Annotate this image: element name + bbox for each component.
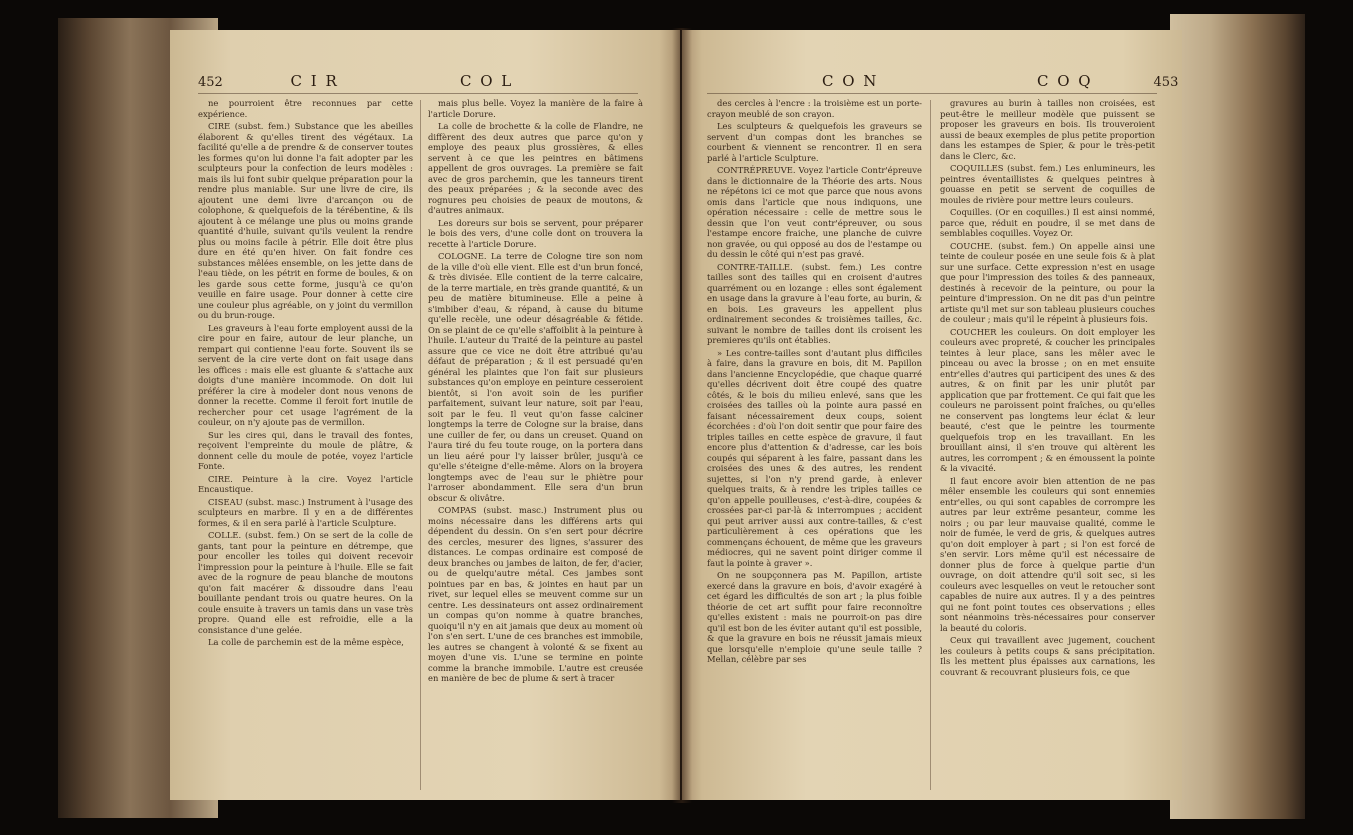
- paragraph: CIRE (subst. fem.) Substance que les abeilles élaborent & qu'elles tirent des végétaux. La facilité qu'elle a de prendre & de conserver toutes les formes qu'on lui donne l'a fait adopter par les sculpteurs pour la confection de leurs modèles : mais ils lui font subir quelque préparation pour la rendre plus maniable. Sur une livre de cire, ils ajoutent une demi livre d'arcançon ou de colophone, & quelquefois de la térébentine, & ils ajoutent à ce mélange une plus ou moins grande quantité d'huile, suivant qu'ils veulent la rendre plus ou moins facile à pétrir. Elle doit être plus dure en été qu'en hiver. On fait fondre ces substances mêlées ensemble, on les jette dans de l'eau tiède, on les pétrit en forme de boules, & on les garde sous cette forme, jusqu'à ce qu'on veuille en faire usage. Pour donner à cette cire une couleur plus agréable, on y joint du vermillon ou du brun-rouge.: [198, 121, 413, 320]
- left-running-head-1: C I R: [290, 72, 339, 90]
- paragraph: COUCHE. (subst. fem.) On appelle ainsi une teinte de couleur posée en une seule fois & à plat sur une surface. Cette expression n'est en usage que pour l'impression des toiles & des panneaux, destinés à recevoir de la peinture, ou pour la peinture d'impression. On ne dit pas d'un peintre artiste qu'il met sur son tableau plusieurs couches de couleur ; mais qu'il le répeint à plusieurs fois.: [940, 240, 1155, 324]
- left-page-number: 452: [198, 75, 223, 90]
- right-page-number: 453: [1153, 75, 1179, 90]
- book-gutter-shadow: [672, 28, 692, 803]
- left-column-2: [428, 98, 643, 686]
- right-page-header-right: [1037, 72, 1178, 90]
- paragraph: Les doreurs sur bois se servent, pour préparer le bois des vers, d'une colle dont on trouvera la recette à l'article Dorure.: [428, 217, 643, 249]
- right-column-2: [940, 98, 1155, 679]
- paragraph: Sur les cires qui, dans le travail des fontes, reçoivent l'empreinte du moule de plâtre, & donnent celle du moule de potée, voyez l'article Fonte.: [198, 429, 413, 471]
- paragraph: Les sculpteurs & quelquefois les graveurs se servent d'un compas dont les branches se courbent & viennent se rencontrer. Il en sera parlé à l'article Sculpture.: [707, 121, 922, 163]
- left-page-header-left: [198, 72, 339, 90]
- paragraph: COLOGNE. La terre de Cologne tire son nom de la ville d'où elle vient. Elle est d'un brun foncé, & très divisée. Elle contient de la terre calcaire, de la terre martiale, en très grande quantité, & un peu de matière bitumineuse. Elle a peine à s'imbiber d'eau, & répand, à cause du bitume qu'elle recèle, une odeur désagréable & fétide. On se plaint de ce qu'elle s'affoiblit à la peinture à l'huile. L'auteur du Traité de la peinture au pastel assure que ce vice ne doit être attribué qu'au défaut de préparation ; & il est persuadé qu'en général les plaintes que l'on fait sur plusieurs substances qu'on employe en peinture cesseroient bientôt, si l'on avoit soin de les purifier parfaitement, suivant leur nature, soit par l'eau, soit par le feu. Il veut qu'on fasse calciner longtemps la terre de Cologne sur la braise, dans une cuiller de fer, ou dans un creuset. Quand on l'aura tiré du feu toute rouge, on la portera dans un lieu aéré pour l'y laisser brûler, jusqu'à ce qu'elle s'éteigne d'elle-même. Alors on la broyera longtemps avec de l'eau sur le phiètre pour l'arroser abondamment. Elle sera d'un brun obscur & olivâtre.: [428, 251, 643, 503]
- paragraph: Il faut encore avoir bien attention de ne pas mêler ensemble les couleurs qui sont ennemies entr'elles, ou qui sont capables de corrompre les autres par leur extrême pesanteur, comme les noirs ; ou par leur mauvaise qualité, comme le noir de fumée, le verd de gris, & quelques autres qu'on doit employer à part ; si l'on est forcé de s'en servir. Lors même qu'il est nécessaire de donner plus de force à quelque partie d'un ouvrage, on doit attendre qu'il soit sec, si les couleurs avec lesquelles on veut le retoucher sont capables de nuire aux autres. Il y a des peintres qui ne font point toutes ces observations ; elles sont néanmoins très-nécessaires pour conserver la beauté du coloris.: [940, 475, 1155, 633]
- paragraph: La colle de parchemin est de la même espèce,: [208, 637, 404, 647]
- paragraph: CONTRE-TAILLE. (subst. fem.) Les contre tailles sont des tailles qui en croisent d'autres quarrément ou en lozange : elles sont également en usage dans la gravure à l'eau forte, au burin, & en bois. Les graveurs les appellent plus ordinairement secondes & troisièmes tailles, &c. suivant le nombre de tailles dont ils croisent les premieres qu'ils ont établies.: [707, 261, 922, 345]
- right-running-head-2: C O Q: [1037, 72, 1093, 90]
- paragraph: CISEAU (subst. masc.) Instrument à l'usage des sculpteurs en marbre. Il y en a de différentes formes, & il en sera parlé à l'article Sculpture.: [198, 496, 413, 528]
- paragraph: Les graveurs à l'eau forte employent aussi de la cire pour en faire, autour de leur planche, un rempart qui contienne l'eau forte. Souvent ils se servent de la cire verte dont on fait usage dans les offices : mais elle est gluante & s'attache aux doigts d'une manière incommode. On doit lui préférer la cire à modeler dont nous venons de donner la recette. Comme il feroit fort inutile de rechercher pour cet usage l'agrément de la couleur, on n'y ajoute pas de vermillon.: [198, 322, 413, 427]
- paragraph: » Les contre-tailles sont d'autant plus difficiles à faire, dans la gravure en bois, dit M. Papillon dans l'ancienne Encyclopédie, que chaque quarré qu'elles décrivent doit être coupé des quatre côtés, & le bois du milieu enlevé, sans que les croisées des tailles où la pointe aura passé en faisant nécessairement deux coups, soient écorchées : d'où l'on doit sentir que pour faire des triples tailles en cette espèce de gravure, il faut encore plus d'attention & d'adresse, car les bois coupés qui séparent à les faire, passant dans les croisées des unes & des autres, les rendent sujettes, si l'on n'y prend garde, à enlever quelques traits, & à rendre les triples tailles ce qu'on appelle pouilleuses, c'est-à-dire, coupées & crossées par-ci par-là & interrompues ; accident qui peut arriver aussi aux contre-tailles, & c'est particulièrement à ces opérations que les commençans échouent, de même que les graveurs médiocres, qui ne savent point diriger comme il faut la pointe à graver ».: [707, 347, 922, 568]
- paragraph: CONTRÉPREUVE. Voyez l'article Contr'épreuve dans le dictionnaire de la Théorie des arts. Nous ne répétons ici ce mot que parce que nous avons omis dans l'article que nous indiquons, une opération nécessaire : celle de mettre sous le dessin que l'on veut contr'épreuver, ou sous l'estampe encore fraiche, une planche de cuivre non gravée, ou qui opposé au dos de l'estampe ou du dessin le côté qui n'est pas gravé.: [707, 165, 922, 259]
- paragraph: des cercles à l'encre : la troisième est un porte-crayon meublé de son crayon.: [707, 98, 922, 119]
- paragraph: COQUILLES (subst. fem.) Les enlumineurs, les peintres éventaillistes & quelques peintres à gouasse en petit se servent de coquilles de moules de rivière pour mettre leurs couleurs.: [940, 163, 1155, 205]
- left-column-divider: [420, 100, 421, 790]
- paragraph: COUCHER les couleurs. On doit employer les couleurs avec propreté, & coucher les principales teintes à leur place, sans les mêler avec le pinceau ou avec la brosse ; on en met ensuite entr'elles d'autres qui participent des unes & des autres, & on finit par les unir plutôt par application que par frottement. Ce qui fait que les couleurs ne paroissent point fraîches, ou qu'elles ne conservent pas longtems leur éclat & leur beauté, c'est que le peintre les tourmente quelquefois trop en les travaillant. En les brouillant ainsi, il s'en trouve qui altèrent les autres, les corrompent ; & en émoussent la pointe & la vivacité.: [940, 326, 1155, 473]
- right-column-divider: [930, 100, 931, 790]
- right-page-block-edges: [1170, 14, 1305, 819]
- left-column-1: [198, 98, 413, 650]
- paragraph: Coquilles. (Or en coquilles.) Il est ainsi nommé, parce que, réduit en poudre, il se met dans de semblables coquilles. Voyez Or.: [940, 207, 1155, 238]
- left-header-rule: [198, 93, 638, 94]
- paragraph: CIRE. Peinture à la cire. Voyez l'article Encaustique.: [198, 473, 413, 494]
- paragraph: COMPAS (subst. masc.) Instrument plus ou moins nécessaire dans les différens arts qui dépendent du dessin. On s'en sert pour décrire des cercles, mesurer des lignes, s'assurer des distances. Le compas ordinaire est composé de deux branches ou jambes de laiton, de fer, d'acier, ou de quelqu'autre métal. Ces jambes sont pointues par en bas, & jointes en haut par un rivet, sur lequel elles se meuvent comme sur un centre. Les dessinateurs ont assez ordinairement un compas qu'on nomme à quatre branches, quoiqu'il n'y en ait jamais que deux au moment où l'on s'en sert. L'une de ces branches est immobile, les autres se changent à volonté & se fixent au moyen d'une vis. L'une se termine en pointe comme la branche immobile. L'autre est creusée en manière de bec de plume & sert à tracer: [428, 505, 643, 683]
- right-column-1: [707, 98, 922, 667]
- right-page: [682, 30, 1182, 800]
- paragraph: La colle de brochette & la colle de Flandre, ne diffèrent des deux autres que parce qu'on y employe des peaux plus grossières, & elles servent à ce que les peintres en bâtimens appellent de gros ouvrages. La première se fait avec de gros parchemin, que les tanneurs tirent des peaux préparées ; & la seconde avec des rognures peu choisies de peaux de moutons, & d'autres animaux.: [428, 121, 643, 215]
- paragraph: On ne soupçonnera pas M. Papillon, artiste exercé dans la gravure en bois, d'avoir exagéré à cet égard les difficultés de son art ; la plus foible théorie de cet art suffit pour faire reconnoître qu'elles existent : mais ne pourroit-on pas dire qu'il est bon de les éviter autant qu'il est possible, & que la gravure en bois ne réussit jamais mieux que lorsqu'elle n'emploie qu'une seule taille ? Mellan, célèbre par ses: [707, 570, 922, 664]
- right-running-head-1: C O N: [822, 72, 879, 90]
- left-page: [170, 30, 680, 800]
- left-running-head-2: C O L: [460, 72, 514, 90]
- paragraph: mais plus belle. Voyez la manière de la faire à l'article Dorure.: [428, 98, 643, 119]
- paragraph: COLLE. (subst. fem.) On se sert de la colle de gants, tant pour la peinture en détrempe, que pour encoller les toiles qui doivent recevoir l'impression pour la peinture à l'huile. Elle se fait avec de la rognure de peau blanche de moutons qu'on fait macérer & dissoudre dans l'eau bouillante pendant trois ou quatre heures. On la coule ensuite à travers un tamis dans un vase très propre. Quand elle est refroidie, elle a la consistance d'une gelée.: [198, 530, 413, 635]
- paragraph: Ceux qui travaillent avec jugement, couchent les couleurs à petits coups & sans précipitation. Ils les mettent plus épaisses aux carnations, les couvrant & recouvrant plusieurs fois, ce que: [940, 635, 1155, 677]
- paragraph: gravures au burin à tailles non croisées, est peut-être le meilleur modèle que puissent se proposer les graveurs en bois. Ils trouveroient aussi de beaux exemples de plus petite proportion dans les estampes de Spier, & pour le très-petit dans le Clerc, &c.: [940, 98, 1155, 161]
- right-header-rule: [707, 93, 1157, 94]
- paragraph: ne pourroient être reconnues par cette expérience.: [198, 98, 413, 119]
